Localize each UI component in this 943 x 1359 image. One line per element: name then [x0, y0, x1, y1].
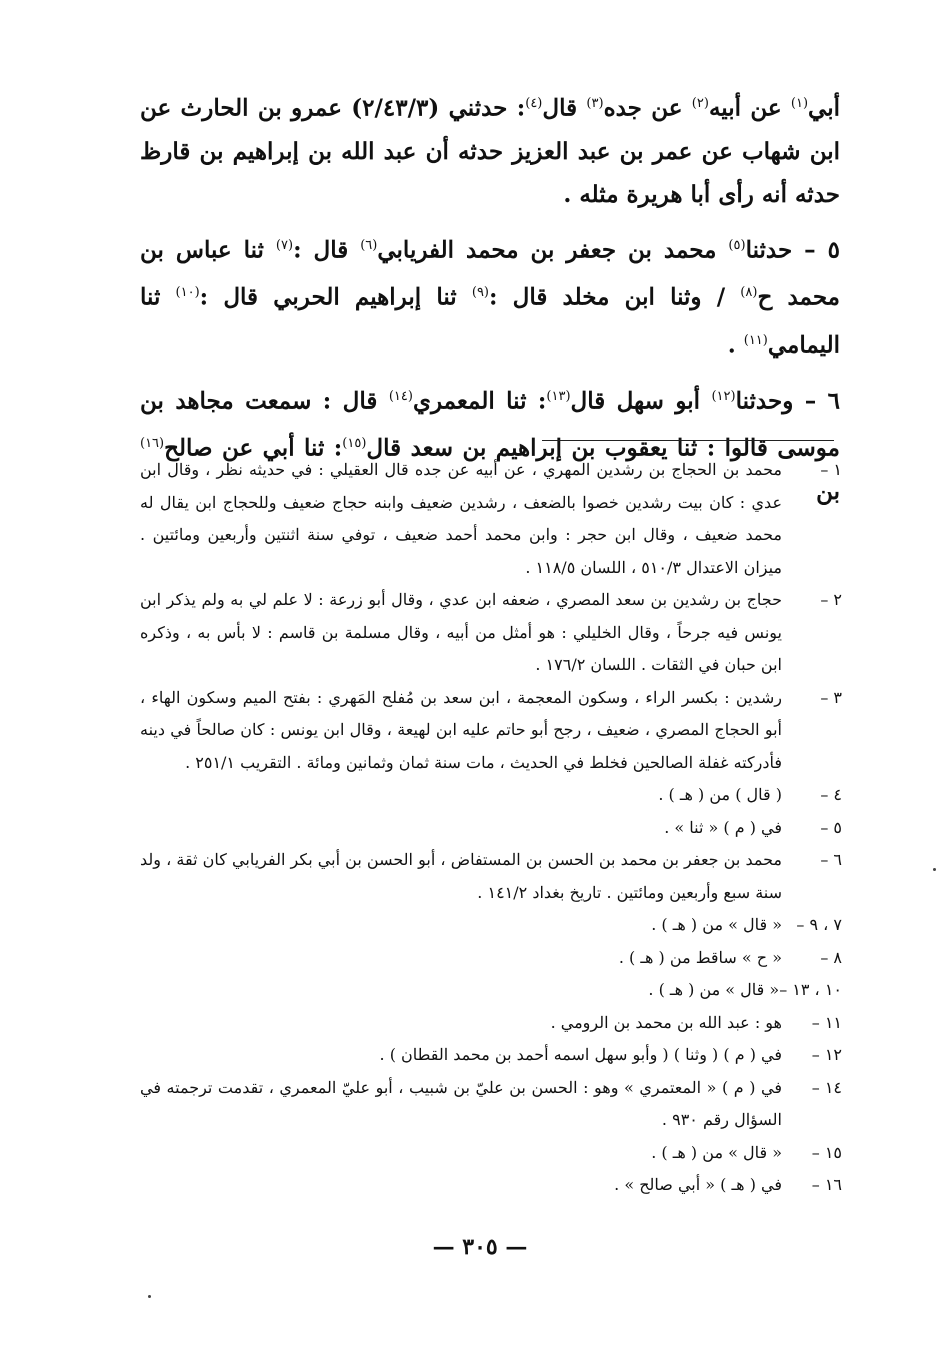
footnote-item: [140, 1007, 842, 1040]
footnote-marker: (٩): [471, 285, 489, 301]
footnote-text: في ( هـ ) « أبي صالح » .: [614, 1175, 782, 1194]
scan-speck: [933, 868, 936, 871]
footnote-marker: (١٢): [711, 388, 736, 404]
footnote-text: « قال » من ( هـ ) .: [651, 915, 782, 934]
footnote-item: [140, 1039, 842, 1072]
paragraph-text: / وثنا ابن مخلد قال :: [489, 283, 741, 311]
footnote-separator-rule: [542, 440, 834, 441]
paragraph-text: قال :: [293, 236, 361, 264]
paragraph-text: قال: [542, 94, 587, 122]
footnote-item: [140, 942, 842, 975]
scan-speck: [148, 1295, 151, 1298]
footnote-text: في ( م ) « المعتمري » وهو : الحسن بن عليّ بن شبيب ، أبو عليّ المعمري ، تقدمت ترجمته في السؤال رقم ٩٣٠ .: [140, 1077, 782, 1129]
paragraph-text: ٥ – حدثنا: [745, 236, 841, 264]
footnote-text: حجاج بن رشدين بن سعد المصري ، ضعفه ابن عدي ، وقال أبو زرعة : لا علم لي به ولم يذكر ابن يونس فيه جرحاً ، وقال الخليلي : هو أمثل من أبيه ، وقال مسلمة بن قاسم : لا بأس به ، وذكره ابن حبان في الثقات . اللسان ١٧٦/٢ .: [140, 590, 783, 674]
footnote-marker: (١٠): [175, 285, 200, 301]
paragraph-text: : ثنا المعمري: [412, 387, 547, 415]
paragraph-text: .: [727, 331, 744, 359]
main-paragraph: [140, 82, 840, 216]
paragraph-text: عن أبيه: [708, 94, 791, 122]
paragraph-text: : ثنا أبي عن صالح: [164, 434, 343, 462]
footnote-item: [140, 844, 842, 909]
footnote-number: ١٤ –: [811, 1077, 842, 1097]
footnote-text: في ( م ) ( وثنا ) ( وأبو سهل اسمه أحمد بن محمد القطان ) .: [379, 1045, 782, 1064]
footnote-item: [140, 1137, 842, 1170]
footnote-marker: (٧): [275, 237, 294, 253]
footnote-marker: (٣): [586, 96, 604, 111]
footnote-marker: (٦): [360, 237, 378, 253]
footnote-text: « قال » من ( هـ ) .: [651, 1142, 782, 1162]
footnote-marker: (١٤): [388, 388, 413, 404]
footnote-text: رشدين : بكسر الراء ، وسكون المعجمة ، ابن سعد بن مُفلح المَهري : بفتح الميم وسكون الهاء ، أبو الحجاج المصري ، ضعيف ، رجح أبو حاتم عليه ابن لهيعة ، وقال ابن يونس : كان صالحاً في دينه فأدركته غفلة الصالحين فخلط في الحديث ، مات سنة ثمان وثمانين ومائة . التقريب ٢٥١/١ .: [140, 687, 783, 772]
footnote-text: محمد بن جعفر بن محمد بن الحسن بن المستفاض ، أبو الحسن بن أبي بكر الفريابي كان ثقة ، ولد سنة سبع وأربعين ومائتين . تاريخ بغداد ١٤١/٢ .: [140, 850, 782, 902]
footnote-number: ١١ –: [811, 1012, 842, 1032]
footnote-item: [140, 1169, 842, 1202]
footnote-item: [140, 682, 842, 780]
footnote-marker: (٢): [691, 96, 709, 111]
footnote-number: ٦ –: [820, 850, 842, 869]
paragraph-text: ثنا عباس بن محمد ح: [140, 236, 840, 311]
paragraph-text: قال : سمعت مجاهد بن موسى قالوا : ثنا يعقوب بن إبراهيم بن سعد قال: [140, 387, 840, 462]
footnote-number: ١٢ –: [811, 1045, 842, 1064]
footnote-marker: (٤): [525, 96, 543, 111]
footnote-item: [140, 812, 842, 845]
paragraph-text: أبو سهل قال: [570, 387, 712, 415]
footnote-number: ٨ –: [820, 947, 842, 967]
page-number: — ٣٠٥ —: [432, 1234, 528, 1260]
main-paragraph: [140, 224, 840, 367]
paragraph-text: محمد بن جعفر بن محمد الفريابي: [377, 236, 729, 264]
footnote-item: [140, 1072, 842, 1137]
paragraph-text: : حدثني (٢/٤٣/٣) عمرو بن الحارث عن ابن شهاب عن عمر بن عبد العزيز حدثه أن عبد الله بن إبراهيم بن قارظ حدثه أنه رأى أبا هريرة مثله .: [140, 94, 840, 208]
footnote-number: ٧ ، ٩ –: [796, 915, 842, 934]
footnote-marker: (٨): [740, 285, 758, 301]
paragraph-text: ٦ – وحدثنا: [735, 387, 840, 415]
paragraph-text: ثنا اليمامي: [140, 283, 840, 359]
footnote-number: ١٦ –: [811, 1175, 842, 1194]
footnote-item: [140, 909, 842, 942]
footnote-marker: (١١): [743, 332, 768, 348]
footnotes-list: [140, 454, 842, 1202]
footnote-number: ٥ –: [820, 817, 842, 837]
footnote-number: ٣ –: [820, 687, 842, 707]
footnote-marker: (١٦): [140, 436, 165, 452]
footnote-text: في ( م ) « ثنا » .: [664, 817, 782, 837]
paragraph-text: عن جده: [603, 94, 692, 122]
footnote-number: ٢ –: [820, 590, 842, 609]
footnote-marker: (١٣): [546, 388, 571, 404]
footnote-item: [140, 779, 842, 812]
paragraph-text: أبي: [808, 94, 840, 122]
paragraph-text: بن: [816, 477, 840, 505]
footnote-item: [140, 974, 842, 1007]
footnote-item: [140, 454, 842, 584]
footnote-number: ٤ –: [820, 785, 842, 804]
footnote-marker: (١): [790, 96, 809, 111]
footnote-text: « ح » ساقط من ( هـ ) .: [618, 947, 782, 967]
footnote-text: ( قال ) من ( هـ ) .: [658, 785, 782, 804]
footnote-marker: (١٥): [342, 436, 367, 452]
footnote-item: [140, 584, 842, 682]
footnote-text: هو : عبد الله بن محمد بن الرومي .: [550, 1012, 782, 1032]
footnote-marker: (٥): [728, 237, 746, 253]
paragraph-text: ثنا إبراهيم الحربي قال :: [199, 283, 472, 311]
footnote-number: ١٥ –: [811, 1142, 842, 1162]
footnote-number: ١ –: [820, 460, 842, 479]
footnote-text: « قال » من ( هـ ) .: [648, 980, 780, 999]
footnote-number: ١٠ ، ١٣ –: [779, 980, 842, 999]
footnote-text: محمد بن الحجاج بن رشدين المهري ، عن أبيه عن جده قال العقيلي : في حديثه نظر ، وقال ابن عدي : كان بيت رشدين خصوا بالضعف ، رشدين ضعيف وابنه حجاج ضعيف وللحجاج ابن يقال له محمد ضعيف ، وقال ابن حجر : وابن محمد أحمد ضعيف ، توفي سنة اثنتين وأربعين ومائتين . ميزان الاعتدال ٥١٠/٣ ، اللسان ١١٨/٥ .: [140, 460, 783, 577]
